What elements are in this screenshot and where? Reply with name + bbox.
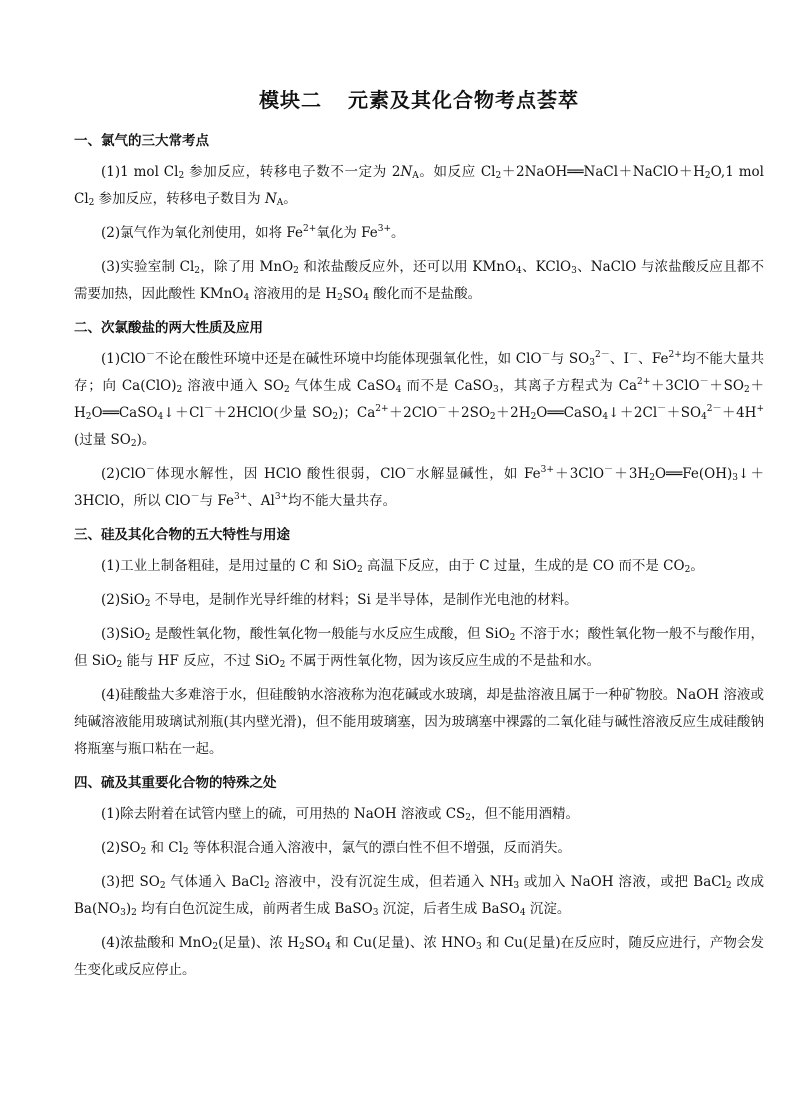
paragraph: (1)ClO－不论在酸性环境中还是在碱性环境中均能体现强氧化性，如 ClO－与 $SO_3^{2-}$、I－、$Fe^{2+}$均不能大量共存；向 $Ca(ClO)_2$ 溶液中通入 $SO_2$ 气体生成 CaSO$_4$ 而不是 CaSO$_3$，其离子方程式为 $Ca^{2+}+3ClO^-+SO_2+H_2O══CaSO_4↓+Cl^-+2HClO$(少量 $SO_2$)；$Ca^{2+}+2ClO^-+2SO_2+2H_2O══CaSO_4↓+2Cl^-+SO_4^{2-}+4H^+$(过量 $SO_2$)。 xyxy=(74,350,765,449)
paragraph: (2)SiO$_2$ 不导电，是制作光导纤维的材料；Si 是半导体，是制作光电池的材料。 xyxy=(101,592,578,609)
paragraph: $(2)SO_2$ 和 $Cl_2$ 等体积混合通入溶液中，氯气的漂白性不但不增强，反而消失。 xyxy=(101,840,571,857)
section-heading: 三、硅及其化合物的五大特性与用途 xyxy=(74,527,290,543)
paragraph: (4)硅酸盐大多难溶于水，但硅酸钠水溶液称为泡花碱或水玻璃，却是盐溶液且属于一种矿物胶。NaOH 溶液或纯碱溶液能用玻璃试剂瓶(其内壁光滑)，但不能用玻璃塞，因为玻璃塞中裸露的二氧化硅与碱性溶液反应生成硅酸钠将瓶塞与瓶口粘在一起。 xyxy=(74,687,764,757)
section-hypochlorite xyxy=(74,318,764,515)
title-main: 元素及其化合物考点荟萃 xyxy=(348,88,579,112)
paragraph: (1)1 mol $Cl_2$ 参加反应，转移电子数不一定为 $2N_A$。如反应 $Cl_2+2NaOH══NaCl+NaClO+H_2O,1$ mol $Cl_2$ 参加反应，转移电子数目为 $N_A$。 xyxy=(74,164,764,208)
title-module: 模块二 xyxy=(259,88,322,112)
paragraph: (1)除去附着在试管内壁上的硫，可用热的 NaOH 溶液或 $CS_2$，但不能用酒精。 xyxy=(101,806,580,823)
section-silicon xyxy=(74,525,764,763)
section-heading: 四、硫及其重要化合物的特殊之处 xyxy=(74,775,277,791)
paragraph: (1)工业上制备粗硅，是用过量的 C 和 SiO$_2$ 高温下反应，由于 C 过量，生成的是 CO 而不是 $CO_2$。 xyxy=(101,558,704,575)
section-heading: 一、氯气的三大常考点 xyxy=(74,133,209,149)
section-heading: 二、次氯酸盐的两大性质及应用 xyxy=(74,320,263,336)
section-sulfur xyxy=(74,773,764,984)
paragraph: (3)SiO$_2$ 是酸性氧化物，酸性氧化物一般能与水反应生成酸，但 SiO$_2$ 不溶于水；酸性氧化物一般不与酸作用，但 SiO$_2$ 能与 HF 反应，不过 SiO$_2$ 不属于两性氧化物，因为该反应生成的不是盐和水。 xyxy=(74,626,764,670)
paragraph: (2)氯气作为氧化剂使用，如将 $Fe^{2+}$氧化为 $Fe^{3+}$。 xyxy=(101,224,405,241)
paragraph: (3)把 $SO_2$ 气体通入 BaCl$_2$ 溶液中，没有沉淀生成，但若通入 $NH_3$ 或加入 NaOH 溶液，或把 BaCl$_2$ 改成 $Ba(NO_3)_2$ 均有白色沉淀生成，前两者生成 BaSO$_3$ 沉淀，后者生成 BaSO$_4$ 沉淀。 xyxy=(74,874,765,918)
paragraph: (3)实验室制 $Cl_2$，除了用 MnO$_2$ 和浓盐酸反应外，还可以用 KMnO$_4$、KClO$_3$、NaClO 与浓盐酸反应且都不需要加热，因此酸性 KMnO$_4$ 溶液用的是 $H_2SO_4$ 酸化而不是盐酸。 xyxy=(74,259,764,303)
paragraph: (4)浓盐酸和 MnO$_2$(足量)、浓 $H_2SO_4$ 和 Cu(足量)、浓 $HNO_3$ 和 Cu(足量)在反应时，随反应进行，产物会发生变化或反应停止。 xyxy=(74,935,764,978)
page-title xyxy=(74,86,764,114)
paragraph: (2)ClO－体现水解性，因 HClO 酸性很弱，ClO－水解显碱性，如 $Fe^{3+}+3ClO^-+3H_2O══Fe(OH)_3↓+3HClO$，所以 ClO－与 $Fe^{3+}$、$Al^{3+}$均不能大量共存。 xyxy=(74,465,764,509)
document-page xyxy=(74,86,764,991)
section-chlorine xyxy=(74,131,764,308)
